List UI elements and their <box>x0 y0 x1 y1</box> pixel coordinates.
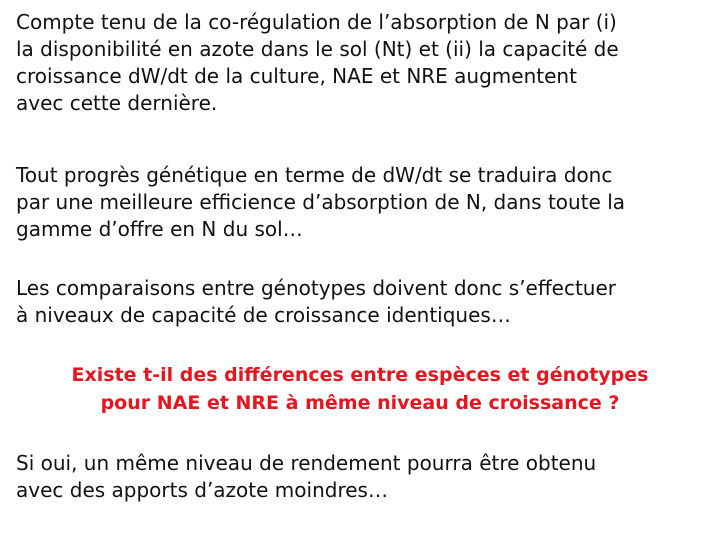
paragraph-genetic-progress <box>16 162 706 243</box>
text-line: avec des apports d’azote moindres… <box>16 478 388 502</box>
paragraph-conclusion <box>16 450 706 504</box>
text-line: à niveaux de capacité de croissance identiques… <box>16 303 511 327</box>
text-line: avec cette dernière. <box>16 91 218 115</box>
text-line: par une meilleure efficience d’absorption de N, dans toute la <box>16 190 626 214</box>
text-line: Compte tenu de la co-régulation de l’absorption de N par (i) <box>16 10 617 34</box>
highlighted-question <box>0 361 720 417</box>
text-line: Les comparaisons entre génotypes doivent donc s’effectuer <box>16 276 616 300</box>
text-line: Tout progrès génétique en terme de dW/dt se traduira donc <box>16 163 613 187</box>
text-line: la disponibilité en azote dans le sol (Nt) et (ii) la capacité de <box>16 37 619 61</box>
paragraph-genotype-comparisons <box>16 275 706 329</box>
text-line: Si oui, un même niveau de rendement pourra être obtenu <box>16 451 597 475</box>
text-line: croissance dW/dt de la culture, NAE et NRE augmentent <box>16 64 577 88</box>
paragraph-coregulation <box>16 9 706 117</box>
text-line: gamme d’offre en N du sol… <box>16 217 303 241</box>
question-line: pour NAE et NRE à même niveau de croissance ? <box>100 392 620 414</box>
question-line: Existe t-il des différences entre espèces et génotypes <box>71 364 649 386</box>
